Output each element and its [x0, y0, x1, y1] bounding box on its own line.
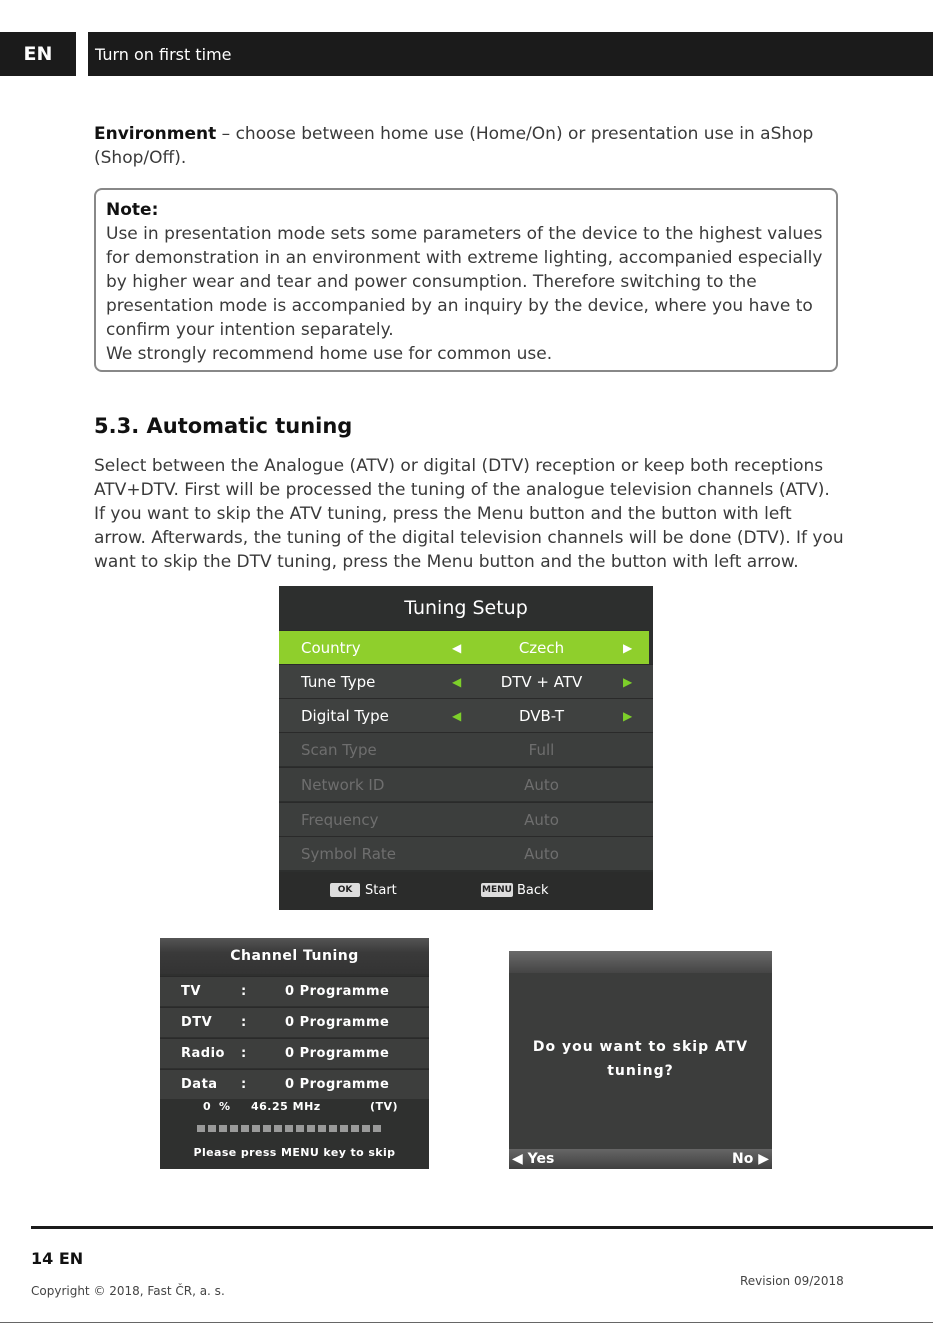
back-label: Back: [517, 883, 549, 898]
progress-segment: [329, 1125, 337, 1132]
section-title: 5.3. Automatic tuning: [94, 414, 353, 438]
row-separator: :: [241, 984, 247, 999]
tuning-setup-screen: [279, 586, 653, 910]
chapter-title: Turn on first time: [95, 44, 232, 64]
environment-term: Environment: [94, 124, 217, 144]
symbol-rate-row: [279, 836, 653, 870]
tuning-setup-footer: [279, 872, 653, 910]
row-value: DVB-T: [518, 707, 565, 725]
row-label: Scan Type: [301, 741, 377, 759]
row-separator: :: [241, 1077, 247, 1092]
digital-type-row[interactable]: [279, 698, 653, 732]
progress-segment: [219, 1125, 227, 1132]
header-gap: [76, 32, 88, 76]
bottom-rule: [0, 1322, 933, 1323]
row-separator: :: [241, 1046, 247, 1061]
scan-type-row: [279, 732, 653, 766]
dialog-header: [509, 951, 772, 973]
skip-atv-dialog: [509, 951, 772, 1169]
row-value: Auto: [524, 811, 559, 829]
copyright: Copyright © 2018, Fast ČR, a. s.: [31, 1284, 225, 1298]
arrow-left-icon[interactable]: ◀: [452, 675, 462, 689]
question-line-1: Do you want to skip ATV: [532, 1039, 749, 1055]
scan-frequency: 46.25 MHz: [251, 1100, 321, 1113]
row-label: Data: [181, 1077, 218, 1092]
row-value: Czech: [518, 639, 565, 657]
channel-tuning-title: Channel Tuning: [160, 938, 429, 974]
row-label: DTV: [181, 1015, 213, 1030]
progress-percent: 0: [203, 1100, 212, 1113]
channel-tuning-screen: [160, 938, 429, 1169]
row-value: Auto: [524, 845, 559, 863]
no-button[interactable]: No ▶: [732, 1151, 769, 1167]
question-line-2: tuning?: [607, 1063, 674, 1079]
tuning-progress-bar: [197, 1125, 381, 1132]
note-box: [94, 188, 838, 372]
progress-segment: [318, 1125, 326, 1132]
progress-segment: [263, 1125, 271, 1132]
note-recommendation: We strongly recommend home use for common use.: [106, 344, 553, 364]
percent-sign: %: [219, 1100, 231, 1113]
section-paragraph: Select between the Analogue (ATV) or digital (DTV) reception or keep both receptions ATV+DTV. First will be processed the tuning of the analogue television channels (ATV). If you want to skip the ATV tuning, press the Menu button and the button with left arrow. Afterwards, the tuning of the digital television channels will be done (DTV). If you want to skip the DTV tuning, press the Menu button and the button with left arrow.: [94, 456, 844, 572]
skip-message: Please press MENU key to skip: [193, 1146, 396, 1159]
revision: Revision 09/2018: [740, 1274, 844, 1288]
data-count-row: [160, 1069, 429, 1099]
progress-segment: [208, 1125, 216, 1132]
row-label: TV: [181, 984, 201, 999]
row-value: 0 Programme: [285, 1077, 390, 1092]
progress-segment: [351, 1125, 359, 1132]
yes-button[interactable]: ◀ Yes: [512, 1151, 555, 1167]
start-label: Start: [365, 883, 397, 898]
progress-segment: [373, 1125, 381, 1132]
row-label: Digital Type: [301, 707, 389, 725]
progress-segment: [340, 1125, 348, 1132]
row-label: Symbol Rate: [301, 845, 397, 863]
progress-segment: [296, 1125, 304, 1132]
progress-segment: [362, 1125, 370, 1132]
progress-segment: [285, 1125, 293, 1132]
arrow-right-icon[interactable]: ▶: [623, 675, 633, 689]
page-number: 14 EN: [31, 1249, 84, 1268]
progress-segment: [241, 1125, 249, 1132]
network-id-row: [279, 767, 653, 801]
row-value: Auto: [524, 776, 559, 794]
row-label: Network ID: [301, 776, 385, 794]
dialog-buttons: [509, 1149, 772, 1169]
progress-segment: [307, 1125, 315, 1132]
row-separator: :: [241, 1015, 247, 1030]
row-value: 0 Programme: [285, 1015, 390, 1030]
arrow-left-icon[interactable]: ◀: [452, 709, 462, 723]
arrow-right-icon[interactable]: ▶: [623, 709, 633, 723]
row-label: Radio: [181, 1046, 225, 1061]
language-tag: EN: [23, 43, 53, 65]
dialog-question: [509, 1035, 772, 1083]
progress-segment: [230, 1125, 238, 1132]
arrow-left-icon[interactable]: ◀: [452, 641, 462, 655]
progress-segment: [252, 1125, 260, 1132]
row-value: 0 Programme: [285, 984, 390, 999]
note-text: Use in presentation mode sets some parameters of the device to the highest values for demonstration in an environment with extreme lighting, accompanied especially by higher wear and tear and power consumption. Therefore switching to the presentation mode is accompanied by an inquiry by the device, where you have to confirm your intention separately.: [106, 224, 823, 340]
frequency-row: [279, 802, 653, 836]
row-value: 0 Programme: [285, 1046, 390, 1061]
scan-mode: (TV): [370, 1100, 399, 1113]
row-label: Tune Type: [301, 673, 376, 691]
country-row[interactable]: [279, 630, 649, 664]
tv-count-row: [160, 976, 429, 1006]
progress-segment: [197, 1125, 205, 1132]
tuning-setup-title: Tuning Setup: [404, 597, 528, 619]
note-heading: Note:: [106, 200, 159, 220]
progress-segment: [274, 1125, 282, 1132]
ok-key-icon[interactable]: OK: [330, 883, 360, 897]
row-value: Full: [528, 741, 555, 759]
environment-text: – choose between home use (Home/On) or presentation use in aShop (Shop/Off).: [94, 124, 814, 168]
row-value: DTV + ATV: [500, 673, 583, 691]
environment-paragraph: [94, 122, 840, 170]
tune-type-row[interactable]: [279, 664, 653, 698]
radio-count-row: [160, 1038, 429, 1068]
menu-key-icon[interactable]: MENU: [482, 885, 512, 895]
row-label: Country: [301, 639, 361, 657]
dtv-count-row: [160, 1007, 429, 1037]
row-label: Frequency: [301, 811, 379, 829]
arrow-right-icon[interactable]: ▶: [623, 641, 633, 655]
footer-rule: [31, 1226, 933, 1229]
